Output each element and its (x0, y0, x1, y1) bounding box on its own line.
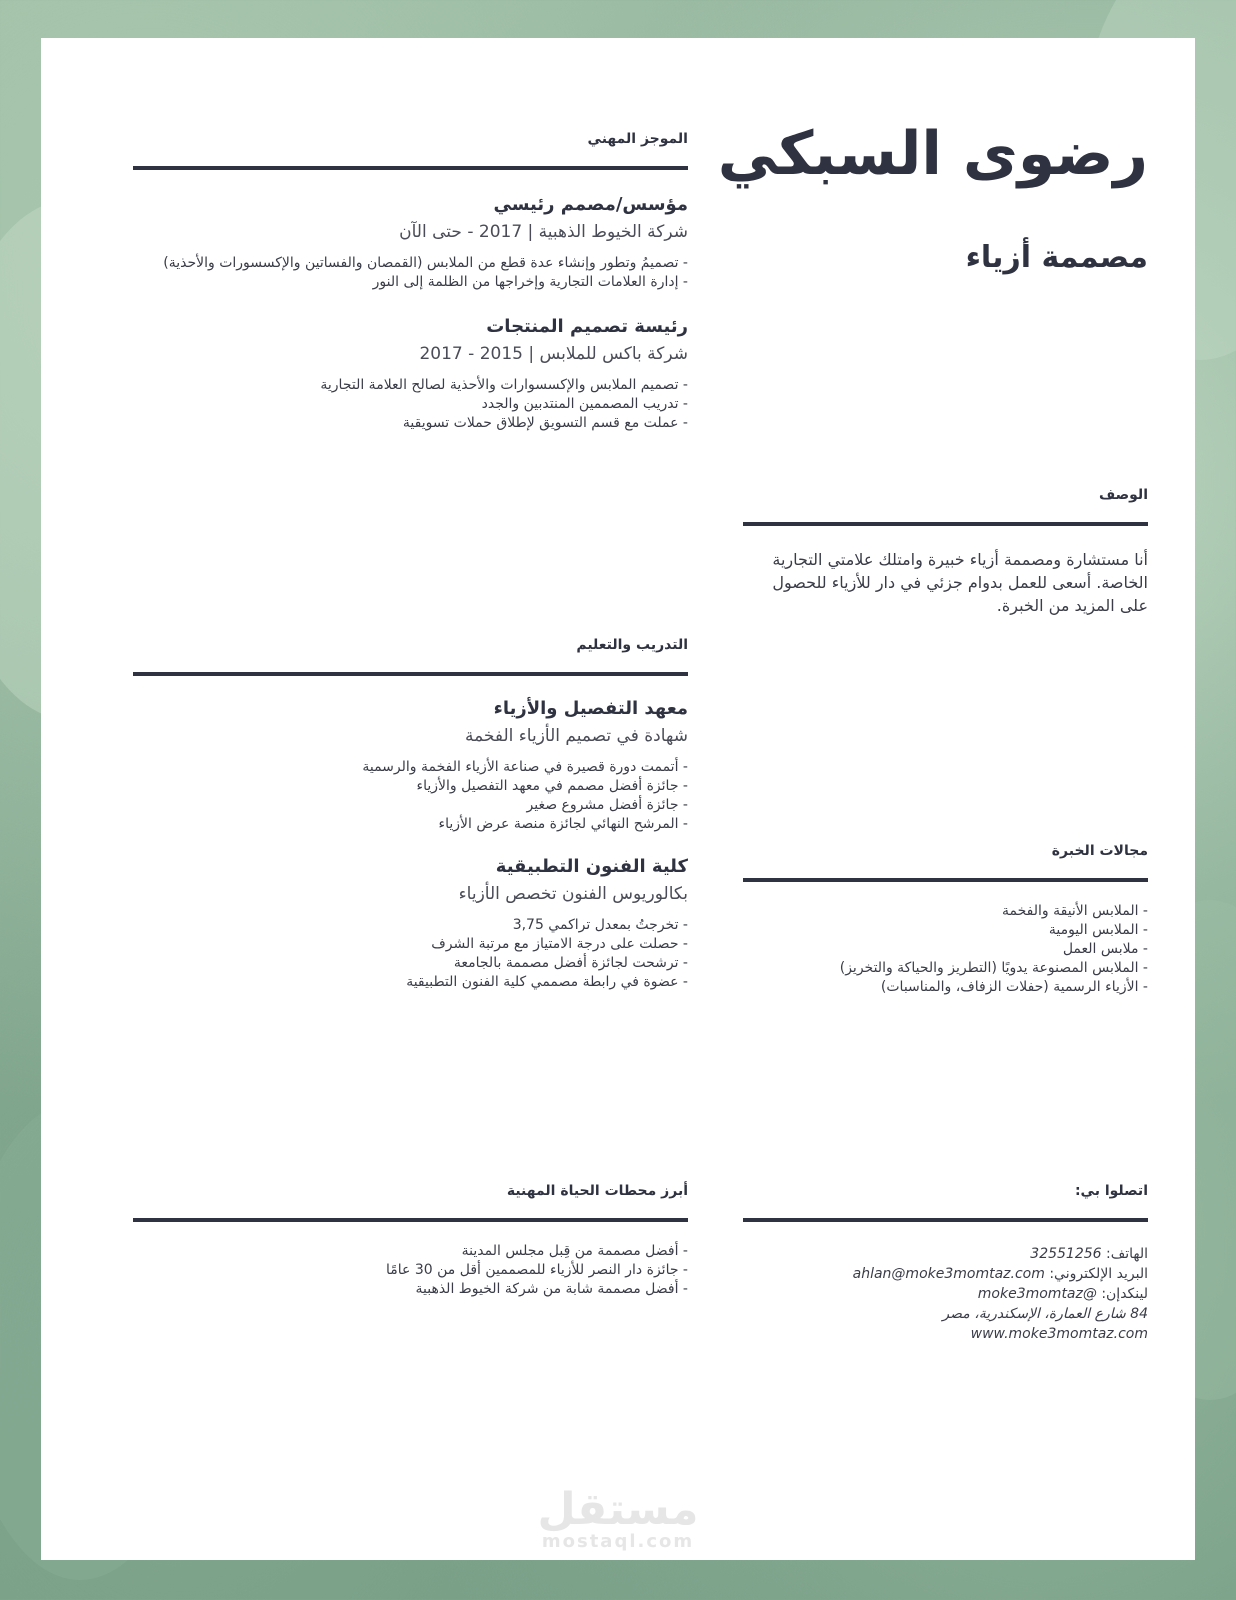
phone-label: الهاتف: (1106, 1246, 1148, 1262)
contact-section (743, 1180, 1148, 1344)
list-item: - ملابس العمل (743, 940, 1148, 959)
summary-section (133, 128, 688, 433)
person-name: رضوى السبكي (717, 119, 1148, 189)
list-item: - أفضل مصممة شابة من شركة الخيوط الذهبية (133, 1280, 688, 1299)
section-divider (133, 166, 688, 170)
school-entry (133, 854, 688, 992)
section-divider (743, 878, 1148, 882)
job-title: مصممة أزياء (965, 240, 1148, 275)
expertise-list (743, 902, 1148, 997)
list-item: - جائزة دار النصر للأزياء للمصممين أقل من 30 عامًا (133, 1261, 688, 1280)
list-item: - جائزة أفضل مشروع صغير (133, 796, 688, 815)
contact-linkedin (743, 1284, 1148, 1304)
job-bullets-1 (133, 254, 688, 292)
highlights-list (133, 1242, 688, 1299)
school-title-2: كلية الفنون التطبيقية (495, 856, 688, 877)
email-label: البريد الإلكتروني: (1049, 1266, 1148, 1282)
list-item: - الأزياء الرسمية (حفلات الزفاف، والمناسبات) (743, 978, 1148, 997)
list-item: - تخرجتُ بمعدل تراكمي 3,75 (133, 916, 688, 935)
watermark-arabic: مستقل (537, 1484, 699, 1535)
education-section (133, 634, 688, 992)
list-item: - حصلت على درجة الامتياز مع مرتبة الشرف (133, 935, 688, 954)
school-entry (133, 696, 688, 834)
section-divider (133, 672, 688, 676)
school-bullets-1 (133, 758, 688, 834)
list-item: - الملابس اليومية (743, 921, 1148, 940)
website-value[interactable]: www.moke3momtaz.com (970, 1326, 1148, 1342)
expertise-section (743, 840, 1148, 997)
phone-value: 32551256 (1030, 1246, 1102, 1262)
list-item: - الملابس الأنيقة والفخمة (743, 902, 1148, 921)
list-item: - جائزة أفضل مصمم في معهد التفصيل والأزياء (133, 777, 688, 796)
contact-heading: اتصلوا بي: (1074, 1183, 1148, 1199)
school-degree-2: بكالوريوس الفنون تخصص الأزياء (458, 884, 688, 904)
list-item: - عضوة في رابطة مصممي كلية الفنون التطبيقية (133, 973, 688, 992)
school-bullets-2 (133, 916, 688, 992)
list-item: - الملابس المصنوعة يدويًا (التطريز والحياكة والتخريز) (743, 959, 1148, 978)
watermark-logo (0, 1484, 1236, 1552)
address-value: 84 شارع العمارة، الإسكندرية، مصر (942, 1306, 1148, 1322)
section-divider (743, 1218, 1148, 1222)
job-title-1: مؤسس/مصمم رئيسي (493, 194, 688, 215)
contact-email (743, 1264, 1148, 1284)
list-item: - أتممت دورة قصيرة في صناعة الأزياء الفخمة والرسمية (133, 758, 688, 777)
highlights-heading: أبرز محطات الحياة المهنية (506, 1183, 688, 1199)
job-bullets-2 (133, 376, 688, 433)
contact-details (743, 1244, 1148, 1344)
school-title-1: معهد التفصيل والأزياء (493, 698, 688, 719)
list-item: - تصميمُ وتطور وإنشاء عدة قطع من الملابس (القمصان والفساتين والإكسسورات والأحذية) (133, 254, 688, 273)
list-item: - ترشحت لجائزة أفضل مصممة بالجامعة (133, 954, 688, 973)
school-degree-1: شهادة في تصميم الأزياء الفخمة (464, 726, 688, 746)
list-item: - المرشح النهائي لجائزة منصة عرض الأزياء (133, 815, 688, 834)
linkedin-value[interactable]: @moke3momtaz (977, 1286, 1097, 1302)
job-title-2: رئيسة تصميم المنتجات (486, 316, 688, 337)
list-item: - عملت مع قسم التسويق لإطلاق حملات تسويقية (133, 414, 688, 433)
email-value[interactable]: ahlan@moke3momtaz.com (852, 1266, 1045, 1282)
description-text: أنا مستشارة ومصممة أزياء خبيرة وامتلك علامتي التجارية الخاصة. أسعى للعمل بدوام جزئي في دار للأزياء للحصول على المزيد من الخبرة. (772, 550, 1148, 615)
education-heading: التدريب والتعليم (576, 637, 688, 653)
list-item: - تصميم الملابس والإكسسوارات والأحذية لصالح العلامة التجارية (133, 376, 688, 395)
list-item: - إدارة العلامات التجارية وإخراجها من الظلمة إلى النور (133, 273, 688, 292)
contact-phone (743, 1244, 1148, 1264)
section-divider (743, 522, 1148, 526)
job-company-1: شركة الخيوط الذهبية | 2017 - حتى الآن (399, 222, 688, 242)
contact-address (743, 1304, 1148, 1324)
list-item: - أفضل مصممة من قِبل مجلس المدينة (133, 1242, 688, 1261)
linkedin-label: لينكدإن: (1101, 1286, 1148, 1302)
job-company-2: شركة باكس للملابس | 2015 - 2017 (419, 344, 688, 364)
highlights-section (133, 1180, 688, 1299)
section-divider (133, 1218, 688, 1222)
list-item: - تدريب المصممين المنتدبين والجدد (133, 395, 688, 414)
expertise-heading: مجالات الخبرة (1051, 843, 1148, 859)
job-entry (133, 192, 688, 292)
contact-website (743, 1324, 1148, 1344)
description-section (743, 484, 1148, 617)
description-heading: الوصف (1098, 487, 1148, 503)
job-entry (133, 314, 688, 433)
watermark-latin: mostaql.com (541, 1531, 695, 1552)
summary-heading: الموجز المهني (587, 131, 688, 147)
